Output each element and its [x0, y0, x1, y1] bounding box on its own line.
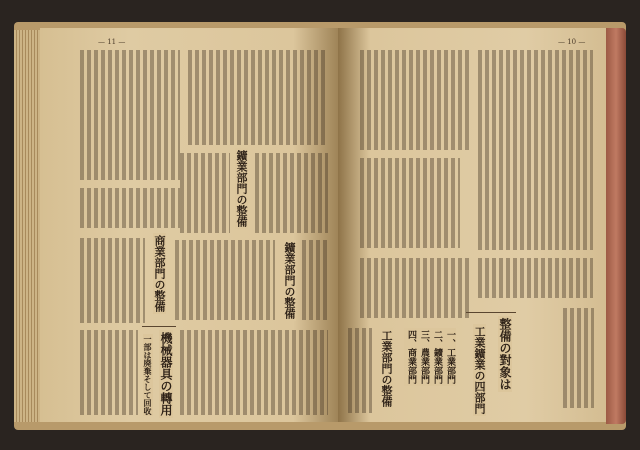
right-page: [338, 28, 606, 422]
left-page: [40, 28, 338, 422]
sector-item: 二、鑛業部門: [432, 330, 442, 384]
divider: [142, 326, 176, 327]
feature-heading: 機械器具の轉用: [159, 332, 173, 416]
page-edges: [14, 30, 40, 422]
page-number: — 10 —: [558, 38, 586, 46]
feature-heading: 整備の對象は: [498, 318, 512, 390]
page-number: — 11 —: [98, 38, 126, 46]
text-block: [180, 330, 328, 415]
feature-subheading: 一部は廃棄そして回收: [143, 335, 153, 415]
sector-item: 四、商業部門: [406, 330, 416, 384]
book-spread: [14, 22, 626, 430]
text-block: [360, 158, 460, 248]
text-block: [188, 50, 328, 145]
divider: [466, 312, 516, 313]
text-block: [563, 308, 594, 408]
section-heading: 工業部門の整備: [380, 330, 393, 407]
text-block: [360, 258, 470, 318]
text-block: [360, 50, 470, 150]
section-heading: 鑛業部門の整備: [283, 242, 296, 319]
sector-list: [404, 328, 456, 386]
text-block: [175, 240, 275, 320]
text-block: [80, 50, 180, 180]
text-block: [255, 153, 328, 233]
section-heading: 鑛業部門の整備: [235, 150, 248, 227]
sector-item: 三、農業部門: [419, 330, 429, 384]
section-heading: 商業部門の整備: [153, 235, 166, 312]
text-block: [80, 330, 138, 415]
sector-item: 一、工業部門: [445, 330, 455, 384]
text-block: [80, 188, 180, 228]
feature-subheading: 工業鑛業の四部門: [473, 326, 486, 414]
text-block: [478, 258, 593, 298]
text-block: [348, 328, 372, 413]
text-block: [478, 50, 593, 250]
book-cover-edge: [606, 28, 626, 424]
text-block: [302, 240, 328, 320]
text-block: [80, 238, 145, 323]
text-block: [180, 153, 230, 233]
